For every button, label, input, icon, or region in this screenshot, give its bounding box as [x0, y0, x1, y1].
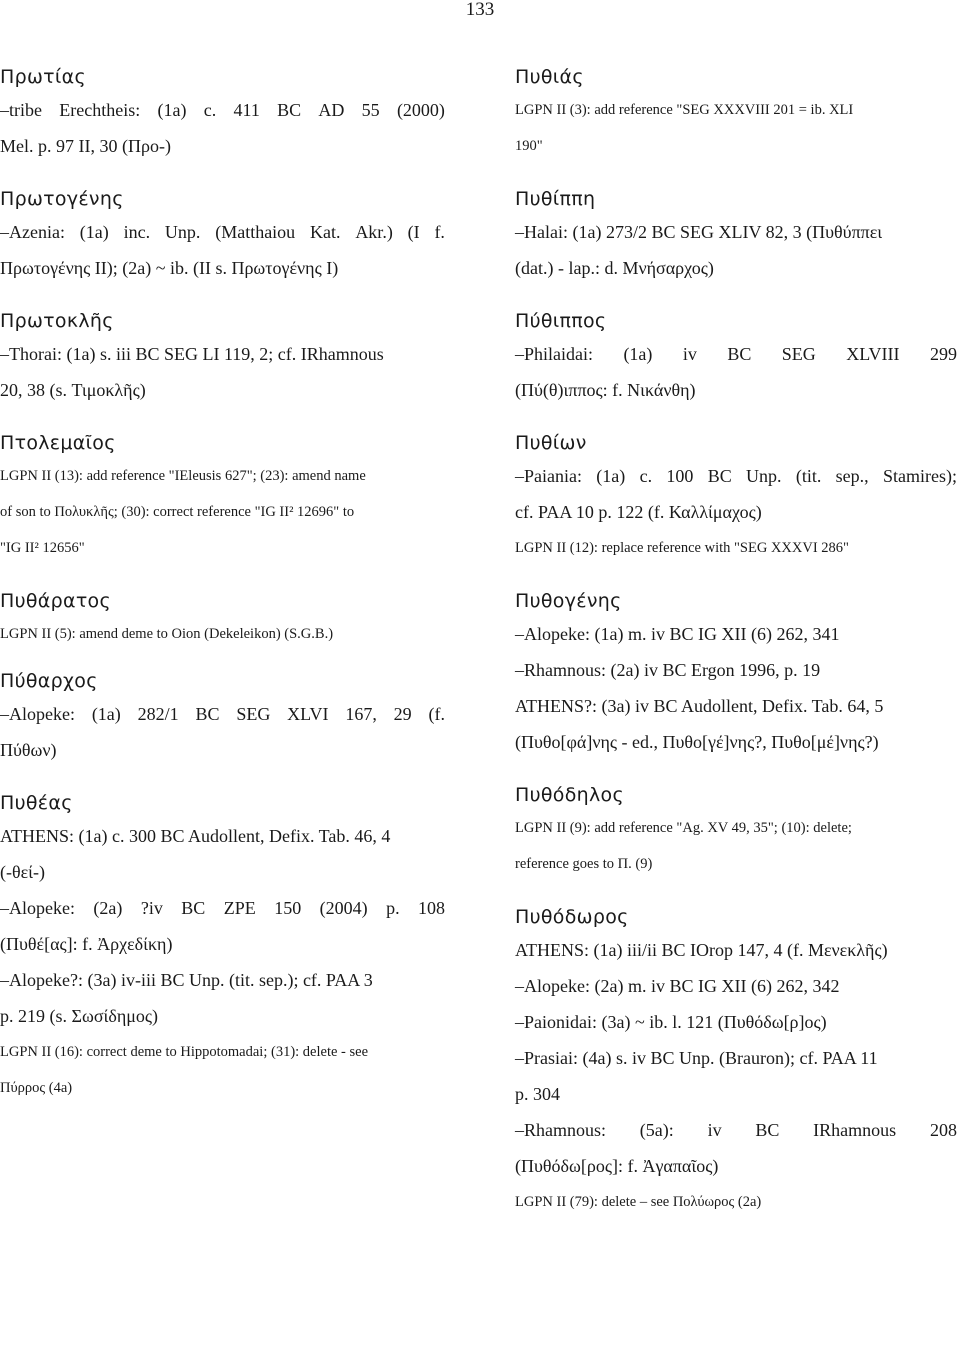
entry-line [515, 810, 957, 846]
entry-headword: Πυθίων [515, 432, 587, 454]
entry-line [0, 732, 445, 768]
entry-line [515, 128, 957, 164]
entry-text: "IG II² 12656" [0, 540, 85, 556]
entry-line [0, 336, 445, 372]
entry-headword: Πυθόδωρος [515, 906, 629, 928]
entry-text: –tribe [0, 100, 42, 120]
entry-text: IRhamnous [813, 1120, 897, 1140]
lexicon-entry [515, 902, 957, 1220]
entry-text: (5a): [639, 1120, 674, 1140]
entry-text: (1a) [596, 466, 626, 486]
entry-line [515, 652, 957, 688]
entry-text: BC [277, 100, 302, 120]
entry-headword: Πρωτοκλῆς [0, 310, 114, 332]
entry-text: LGPN II (3): add reference "SEG XXXVIII 201 = ib. XLI [515, 102, 854, 118]
entry-text: Unp. [164, 222, 201, 242]
entry-text: p. 304 [515, 1084, 560, 1104]
entry-line [515, 1148, 957, 1184]
entry-text: LGPN II (12): replace reference with "SEG XXXVI 286" [515, 540, 849, 556]
entry-text: –Paionidai: (3a) ~ ib. l. 121 (Πυθόδω[ρ]ος) [515, 1012, 827, 1032]
entry-headword: Πυθόδηλος [515, 784, 624, 806]
entry-line [0, 458, 445, 494]
entry-headword: Πυθίππη [515, 188, 596, 210]
entry-text: –Alopeke: (2a) m. iv BC IG XII (6) 262, 342 [515, 976, 840, 996]
entry-text: iv [707, 1120, 722, 1140]
entry-line [0, 128, 445, 164]
entry-text: Erechtheis: [59, 100, 141, 120]
entry-text: Kat. [310, 222, 341, 242]
entry-line [515, 336, 957, 372]
entry-text: iv [682, 344, 697, 364]
entry-text: Πύρρος (4a) [0, 1080, 73, 1096]
entry-line [515, 372, 957, 408]
entry-line [0, 818, 445, 854]
entry-line [0, 1034, 445, 1070]
entry-text: XLVI [287, 704, 329, 724]
lexicon-entry [0, 306, 445, 408]
entry-line [515, 932, 957, 968]
entry-text: –Rhamnous: (2a) iv BC Ergon 1996, p. 19 [515, 660, 821, 680]
entry-text: AD [318, 100, 345, 120]
entry-line [0, 926, 445, 962]
entry-line [515, 1076, 957, 1112]
entry-headword: Πυθογένης [515, 590, 622, 612]
entry-line [0, 92, 445, 128]
entry-text: sep., [835, 466, 869, 486]
entry-headword: Πύθιππος [515, 310, 607, 332]
entry-text: –Alopeke: [0, 704, 75, 724]
entry-text: (1a) [623, 344, 653, 364]
lexicon-entry [515, 62, 957, 164]
entry-text: inc. [123, 222, 151, 242]
entry-line [515, 846, 957, 882]
page-number: 133 [465, 0, 495, 20]
entry-line [0, 372, 445, 408]
entry-text: 150 [274, 898, 302, 918]
entry-text: 167, [345, 704, 377, 724]
entry-text: (tit. [795, 466, 822, 486]
left-column [0, 62, 445, 1106]
entry-text: 20, 38 (s. Τιμοκλῆς) [0, 380, 146, 400]
entry-line [515, 1004, 957, 1040]
entry-text: –Rhamnous: [515, 1120, 607, 1140]
right-column [515, 62, 957, 1220]
entry-text: LGPN II (13): add reference "IEleusis 627"; (23): amend name [0, 468, 366, 484]
entry-line [0, 854, 445, 890]
lexicon-entry [515, 780, 957, 882]
entry-text: (f. [428, 704, 445, 724]
entry-text: p. [386, 898, 400, 918]
entry-text: (Πυθο[φά]νης - ed., Πυθο[γέ]νης?, Πυθο[μέ]νης?) [515, 732, 879, 752]
entry-text: 190" [515, 138, 543, 154]
entry-line [0, 250, 445, 286]
entry-line [515, 1184, 957, 1220]
entry-text: –Azenia: [0, 222, 65, 242]
entry-line [0, 616, 445, 652]
entry-line [515, 530, 957, 566]
entry-text: –Prasiai: (4a) s. iv BC Unp. (Brauron); cf. PAA 11 [515, 1048, 878, 1068]
lexicon-entry [0, 62, 445, 164]
entry-text: (Πυθόδω[ρος]: f. Ἀγαπαῖος) [515, 1156, 719, 1176]
entry-text: ZPE [223, 898, 256, 918]
entry-text: 299 [929, 344, 957, 364]
entry-text: –Alopeke: [0, 898, 75, 918]
entry-text: 282/1 [137, 704, 179, 724]
entry-line [0, 1070, 445, 1106]
entry-line [515, 688, 957, 724]
entry-headword: Πρωτίας [0, 66, 86, 88]
entry-text: (Πυθέ[ας]: f. Ἀρχεδίκη) [0, 934, 173, 954]
entry-line [515, 616, 957, 652]
entry-headword: Πρωτογένης [0, 188, 124, 210]
entry-text: 108 [418, 898, 445, 918]
entry-text: XLVIII [846, 344, 900, 364]
entry-text: LGPN II (9): add reference "Ag. XV 49, 35"; (10): delete; [515, 820, 852, 836]
entry-text: (1a) [79, 222, 109, 242]
entry-text: (2004) [319, 898, 368, 918]
entry-text: BC [195, 704, 220, 724]
entry-text: –Alopeke?: (3a) iv-iii BC Unp. (tit. sep.); cf. PAA 3 [0, 970, 373, 990]
entry-text: (Matthaiou [215, 222, 296, 242]
lexicon-entry [0, 586, 445, 652]
entry-line [515, 1112, 957, 1148]
entry-line [515, 724, 957, 760]
lexicon-entry [515, 586, 957, 760]
entry-text: Akr.) [355, 222, 393, 242]
entry-text: f. [434, 222, 445, 242]
entry-text: p. 219 (s. Σωσίδημος) [0, 1006, 159, 1026]
entry-text: 208 [929, 1120, 957, 1140]
entry-line [0, 890, 445, 926]
entry-text: (dat.) - lap.: d. Μνήσαρχος) [515, 258, 714, 278]
entry-text: (2a) [93, 898, 123, 918]
entry-text: 29 [393, 704, 412, 724]
entry-text: Unp. [746, 466, 782, 486]
entry-line [0, 214, 445, 250]
entry-headword: Πυθέας [0, 792, 73, 814]
entry-text: –Thorai: (1a) s. iii BC SEG LI 119, 2; cf. IRhamnous [0, 344, 384, 364]
entry-text: SEG [781, 344, 816, 364]
lexicon-entry [0, 428, 445, 566]
entry-text: cf. PAA 10 p. 122 (f. Καλλίμαχος) [515, 502, 762, 522]
entry-text: ?iv [140, 898, 163, 918]
entry-headword: Πύθαρχος [0, 670, 98, 692]
entry-text: (I [407, 222, 420, 242]
entry-line [0, 696, 445, 732]
lexicon-entry [515, 306, 957, 408]
entry-line [515, 92, 957, 128]
entry-text: ATHENS?: (3a) iv BC Audollent, Defix. Tab. 64, 5 [515, 696, 884, 716]
entry-line [515, 494, 957, 530]
entry-text: BC [727, 344, 752, 364]
entry-text: BC [707, 466, 732, 486]
entry-text: –Paiania: [515, 466, 582, 486]
entry-headword: Πυθάρατος [0, 590, 111, 612]
lexicon-entry [515, 428, 957, 566]
entry-line [515, 458, 957, 494]
lexicon-entry [0, 184, 445, 286]
lexicon-entry [0, 666, 445, 768]
entry-line [0, 494, 445, 530]
entry-text: 55 [361, 100, 380, 120]
entry-text: (Πύ(θ)ιππος: f. Νικάνθη) [515, 380, 696, 400]
entry-text: (2000) [396, 100, 445, 120]
entry-text: –Alopeke: (1a) m. iv BC IG XII (6) 262, 341 [515, 624, 840, 644]
entry-line [0, 998, 445, 1034]
entry-text: LGPN II (16): correct deme to Hippotomadai; (31): delete - see [0, 1044, 369, 1060]
entry-line [0, 962, 445, 998]
entry-text: Πύθων) [0, 740, 57, 760]
entry-text: ATHENS: (1a) iii/ii BC IOrop 147, 4 (f. Μενεκλῆς) [515, 940, 888, 960]
entry-line [515, 968, 957, 1004]
entry-headword: Πυθιάς [515, 66, 584, 88]
entry-text: Mel. p. 97 II, 30 (Προ-) [0, 136, 171, 156]
entry-text: (1a) [91, 704, 121, 724]
entry-text: BC [181, 898, 206, 918]
entry-text: c. [639, 466, 653, 486]
entry-text: ATHENS: (1a) c. 300 BC Audollent, Defix. Tab. 46, 4 [0, 826, 391, 846]
entry-text: –Philaidai: [515, 344, 593, 364]
entry-line [515, 250, 957, 286]
lexicon-entry [0, 788, 445, 1106]
entry-line [515, 214, 957, 250]
entry-text: of son to Πολυκλῆς; (30): correct reference "IG II² 12696" to [0, 504, 355, 520]
entry-text: LGPN II (5): amend deme to Oion (Dekeleikon) (S.G.B.) [0, 626, 334, 642]
entry-text: reference goes to Π. (9) [515, 856, 653, 872]
entry-text: 100 [666, 466, 694, 486]
entry-text: –Halai: (1a) 273/2 BC SEG XLIV 82, 3 (Πυθύππει [515, 222, 883, 242]
entry-text: Πρωτογένης II); (2a) ~ ib. (II s. Πρωτογένης I) [0, 258, 339, 278]
entry-text: BC [755, 1120, 780, 1140]
entry-text: (-θεί-) [0, 862, 45, 882]
entry-text: c. [203, 100, 217, 120]
entry-line [0, 530, 445, 566]
entry-text: 411 [233, 100, 260, 120]
entry-text: LGPN II (79): delete – see Πολύωρος (2a) [515, 1194, 762, 1210]
lexicon-entry [515, 184, 957, 286]
entry-headword: Πτολεμαῖος [0, 432, 116, 454]
entry-text: SEG [236, 704, 271, 724]
entry-text: Stamires); [882, 466, 957, 486]
entry-text: (1a) [157, 100, 187, 120]
entry-line [515, 1040, 957, 1076]
